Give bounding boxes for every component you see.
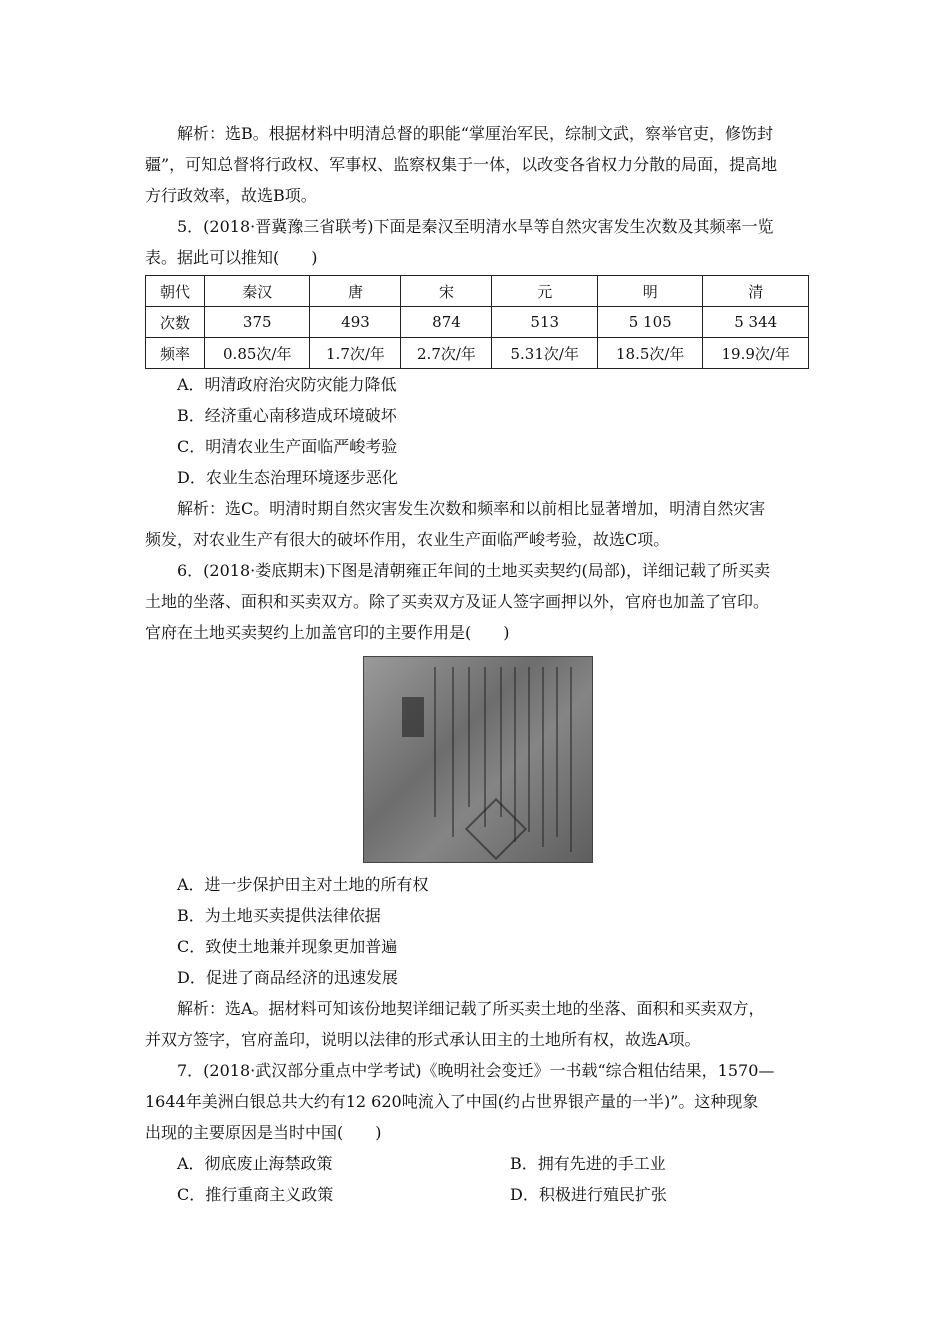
table-cell: 秦汉 xyxy=(205,276,310,307)
q6-option-a: A．进一步保护田主对土地的所有权 xyxy=(177,875,429,894)
disaster-table xyxy=(145,275,809,369)
text-column xyxy=(528,667,530,832)
q6-option-d: D．促进了商品经济的迅速发展 xyxy=(177,968,398,987)
text-column xyxy=(570,667,572,852)
q7-options-row1 xyxy=(145,1148,811,1179)
q5-stem-line2: 表。据此可以推知( ) xyxy=(145,248,318,267)
table-cell: 清 xyxy=(703,276,809,307)
table-cell: 5 105 xyxy=(597,307,702,338)
q6-stem-line2: 土地的坐落、面积和买卖双方。除了买卖双方及证人签字画押以外，官府也加盖了官印。 xyxy=(145,592,770,611)
table-cell: 0.85次/年 xyxy=(205,338,310,369)
text-column xyxy=(500,667,502,817)
table-cell: 18.5次/年 xyxy=(597,338,702,369)
q7-option-b: B．拥有先进的手工业 xyxy=(510,1154,666,1173)
table-cell: 元 xyxy=(492,276,597,307)
table-cell: 次数 xyxy=(146,307,205,338)
q6-explanation-line1: 解析：选A。据材料可知该份地契详细记载了所买卖土地的坐落、面积和买卖双方， xyxy=(177,999,765,1018)
table-cell: 1.7次/年 xyxy=(310,338,401,369)
table-cell: 频率 xyxy=(146,338,205,369)
q5-option-d: D．农业生态治理环境逐步恶化 xyxy=(177,468,398,487)
text-column xyxy=(542,667,544,847)
q7-options-row2 xyxy=(145,1179,811,1210)
q5-option-a: A．明清政府治灾防灾能力降低 xyxy=(177,375,397,394)
table-row xyxy=(146,307,809,338)
prev-explanation-line1: 解析：选B。根据材料中明清总督的职能“掌厘治军民，综制文武，察举官吏，修饬封 xyxy=(177,124,773,143)
prev-explanation-line3: 方行政效率，故选B项。 xyxy=(145,186,317,205)
table-cell: 5.31次/年 xyxy=(492,338,597,369)
text-column xyxy=(468,667,470,807)
table-cell: 19.9次/年 xyxy=(703,338,809,369)
table-cell: 唐 xyxy=(310,276,401,307)
land-contract-photo xyxy=(363,656,593,863)
text-column xyxy=(484,667,486,827)
q5-stem-line1: 5．(2018·晋冀豫三省联考)下面是秦汉至明清水旱等自然灾害发生次数及其频率一览 xyxy=(177,217,774,236)
table-row xyxy=(146,338,809,369)
table-cell: 宋 xyxy=(401,276,492,307)
table-cell: 明 xyxy=(597,276,702,307)
text-column xyxy=(452,667,454,837)
table-cell: 朝代 xyxy=(146,276,205,307)
q7-option-c: C．推行重商主义政策 xyxy=(177,1185,334,1204)
q5-option-c: C．明清农业生产面临严峻考验 xyxy=(177,437,398,456)
official-seal xyxy=(465,798,527,860)
text-column xyxy=(434,667,436,817)
table-cell: 493 xyxy=(310,307,401,338)
table-cell: 5 344 xyxy=(703,307,809,338)
text-column xyxy=(556,667,558,837)
q7-option-d: D．积极进行殖民扩张 xyxy=(510,1185,667,1204)
table-cell: 2.7次/年 xyxy=(401,338,492,369)
document-page xyxy=(145,118,811,1210)
contract-title-mark xyxy=(402,697,424,737)
prev-explanation-line2: 疆”，可知总督将行政权、军事权、监察权集于一体，以改变各省权力分散的局面，提高地 xyxy=(145,155,778,174)
table-header-row xyxy=(146,276,809,307)
q5-explanation-line1: 解析：选C。明清时期自然灾害发生次数和频率和以前相比显著增加，明清自然灾害 xyxy=(177,499,766,518)
q5-explanation-line2: 频发，对农业生产有很大的破坏作用，农业生产面临严峻考验，故选C项。 xyxy=(145,530,670,549)
q6-stem-line3: 官府在土地买卖契约上加盖官印的主要作用是( ) xyxy=(145,623,510,642)
table-cell: 874 xyxy=(401,307,492,338)
q5-option-b: B．经济重心南移造成环境破坏 xyxy=(177,406,397,425)
q6-option-b: B．为土地买卖提供法律依据 xyxy=(177,906,381,925)
q6-stem-line1: 6．(2018·娄底期末)下图是清朝雍正年间的土地买卖契约(局部)，详细记载了所买卖 xyxy=(177,561,770,580)
q6-explanation-line2: 并双方签字，官府盖印，说明以法律的形式承认田主的土地所有权，故选A项。 xyxy=(145,1030,701,1049)
table-cell: 375 xyxy=(205,307,310,338)
q7-stem-line3: 出现的主要原因是当时中国( ) xyxy=(145,1123,382,1142)
q6-option-c: C．致使土地兼并现象更加普遍 xyxy=(177,937,398,956)
q7-stem-line2: 1644年美洲白银总共大约有12 620吨流入了中国(约占世界银产量的一半)”。这种现象 xyxy=(145,1092,759,1111)
q7-stem-line1: 7．(2018·武汉部分重点中学考试)《晚明社会变迁》一书载“综合粗估结果，1570— xyxy=(177,1061,775,1080)
table-cell: 513 xyxy=(492,307,597,338)
q7-option-a: A．彻底废止海禁政策 xyxy=(177,1154,333,1173)
